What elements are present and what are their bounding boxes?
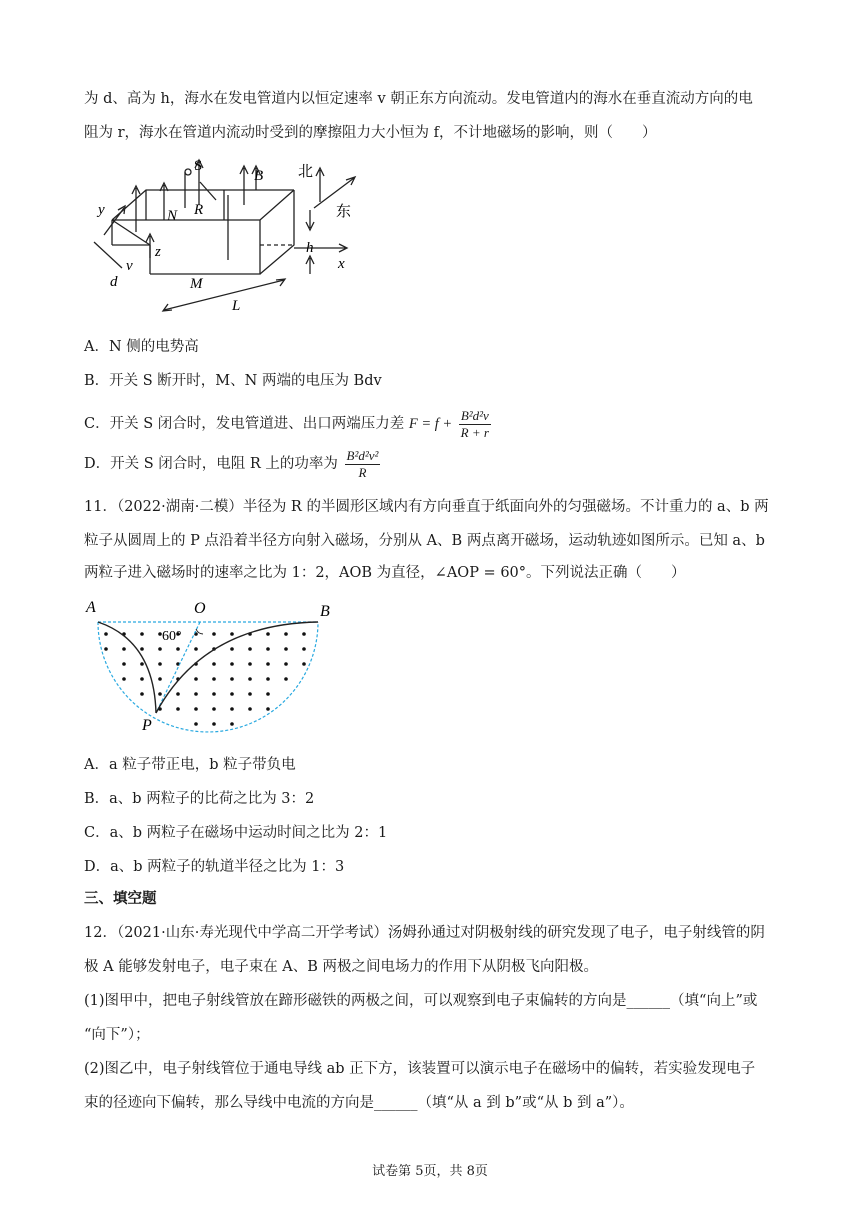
field-dot: [104, 647, 108, 651]
field-dot: [230, 692, 234, 696]
field-dot: [212, 707, 216, 711]
q10-option-c-fraction: [459, 408, 491, 441]
x-axis-label: x: [338, 256, 345, 272]
field-dot: [230, 632, 234, 636]
field-dot: [266, 707, 270, 711]
m-label: M: [190, 276, 203, 292]
point-b-label: B: [320, 603, 330, 620]
n-label: N: [167, 208, 178, 224]
field-dot: [230, 677, 234, 681]
switch-label: S: [194, 158, 203, 174]
field-dot: [284, 662, 288, 666]
z-axis-label: z: [155, 244, 161, 260]
field-dot: [194, 677, 198, 681]
field-dot: [248, 647, 252, 651]
v-label: v: [126, 258, 133, 274]
field-dot: [212, 662, 216, 666]
field-dot: [122, 677, 126, 681]
field-dot: [248, 692, 252, 696]
field-dot: [230, 722, 234, 726]
field-dot: [230, 647, 234, 651]
field-dot: [140, 647, 144, 651]
q11-option-d: D．a、b 两粒子的轨道半径之比为 1：3: [84, 859, 345, 875]
point-a-label: A: [86, 599, 96, 616]
page-footer: 试卷第 5页，共 8页: [372, 1164, 488, 1179]
field-dot: [284, 677, 288, 681]
q12-line6: 束的径迹向下偏转，那么导线中电流的方向是______（填“从 a 到 b”或“从 b 到 a”）。: [84, 1095, 634, 1111]
field-dot: [140, 662, 144, 666]
field-dot: [176, 647, 180, 651]
point-p-label: P: [142, 717, 152, 734]
q11-option-c: C．a、b 两粒子在磁场中运动时间之比为 2：1: [84, 825, 388, 841]
point-o-label: O: [194, 600, 206, 617]
field-dot: [266, 647, 270, 651]
d-label: d: [110, 274, 118, 290]
field-dot: [194, 647, 198, 651]
q10-option-c-lhs: F = f +: [408, 416, 453, 432]
field-dot: [230, 707, 234, 711]
q10-pipe-figure: [84, 150, 374, 320]
field-dot: [122, 662, 126, 666]
field-dot: [158, 647, 162, 651]
section-title: 三、填空题: [84, 890, 157, 907]
y-axis-label: y: [98, 202, 105, 218]
field-dot: [248, 707, 252, 711]
h-label: h: [306, 240, 314, 256]
l-label: L: [232, 298, 241, 314]
q10-option-c-denominator: R + r: [460, 424, 489, 440]
field-dot: [212, 722, 216, 726]
q11-option-b: B．a、b 两粒子的比荷之比为 3：2: [84, 791, 315, 807]
field-dot: [140, 692, 144, 696]
q11-option-a: A．a 粒子带正电，b 粒子带负电: [84, 757, 296, 773]
field-dot: [194, 722, 198, 726]
field-dot: [140, 632, 144, 636]
q10-option-c-text: C．开关 S 闭合时，发电管道进、出口两端压力差: [84, 416, 405, 432]
field-dot: [212, 632, 216, 636]
q10-text-line2: 阻为 r，海水在管道内流动时受到的摩擦阻力大小恒为 f，不计地磁场的影响，则（ ）: [84, 125, 657, 141]
field-dot: [266, 692, 270, 696]
q10-option-d-numerator: B²d²v²: [346, 447, 379, 463]
field-dot: [158, 662, 162, 666]
q12-line5: (2)图乙中，电子射线管位于通电导线 ab 正下方，该装置可以演示电子在磁场中的偏转，若实验发现电子: [84, 1061, 756, 1077]
q10-option-d-text: D．开关 S 闭合时，电阻 R 上的功率为: [84, 456, 338, 472]
field-dot: [248, 662, 252, 666]
q11-semicircle-figure: [84, 596, 344, 736]
q10-option-a: A．N 侧的电势高: [84, 339, 199, 355]
field-dot: [194, 692, 198, 696]
q10-text-line1: 为 d、高为 h，海水在发电管道内以恒定速率 v 朝正东方向流动。发电管道内的海水在垂直流动方向的电: [84, 91, 753, 107]
field-dot: [266, 677, 270, 681]
angle-label: 60°: [162, 629, 182, 644]
field-dot: [302, 647, 306, 651]
q12-line4: “向下”）；: [84, 1027, 150, 1043]
q11-line1: 11．（2022·湖南·二模）半径为 R 的半圆形区域内有方向垂直于纸面向外的匀强磁场。不计重力的 a、b 两: [84, 499, 769, 515]
field-dot: [140, 677, 144, 681]
field-dot: [176, 707, 180, 711]
q10-option-c-numerator: B²d²v: [460, 407, 489, 423]
field-dot: [302, 632, 306, 636]
field-dot: [248, 677, 252, 681]
field-dot: [284, 647, 288, 651]
q10-option-d: [84, 444, 382, 484]
q12-line1: 12．（2021·山东·寿光现代中学高二开学考试）汤姆孙通过对阴极射线的研究发现了电子，电子射线管的阴: [84, 925, 765, 941]
field-dot: [176, 692, 180, 696]
q11-line2: 粒子从圆周上的 P 点沿着半径方向射入磁场，分别从 A、B 两点离开磁场，运动轨迹如图所示。已知 a、b: [84, 533, 765, 549]
field-dot: [158, 677, 162, 681]
field-dot: [122, 647, 126, 651]
field-dot: [212, 692, 216, 696]
field-dot: [230, 662, 234, 666]
field-dot: [194, 707, 198, 711]
east-label: 东: [336, 204, 352, 220]
q10-option-d-denominator: R: [358, 464, 367, 480]
q11-line3: 两粒子进入磁场时的速率之比为 1：2，AOB 为直径，∠AOP = 60°。下列说法正确（ ）: [84, 565, 686, 581]
field-dot: [104, 632, 108, 636]
field-dot: [266, 662, 270, 666]
field-dot: [266, 632, 270, 636]
q10-option-c: [84, 404, 493, 444]
q10-option-b: B．开关 S 断开时，M、N 两端的电压为 Bdv: [84, 373, 382, 389]
b-field-label: B: [254, 168, 264, 184]
field-dot: [158, 692, 162, 696]
r-label: R: [194, 202, 204, 218]
q10-option-d-fraction: [345, 448, 381, 481]
field-dot: [212, 677, 216, 681]
q12-line2: 极 A 能够发射电子，电子束在 A、B 两极之间电场力的作用下从阴极飞向阳极。: [84, 959, 599, 975]
north-label: 北: [298, 164, 314, 180]
field-dot: [302, 662, 306, 666]
q12-line3: (1)图甲中，把电子射线管放在蹄形磁铁的两极之间，可以观察到电子束偏转的方向是______（填“向上”或: [84, 993, 758, 1009]
field-dot: [284, 632, 288, 636]
